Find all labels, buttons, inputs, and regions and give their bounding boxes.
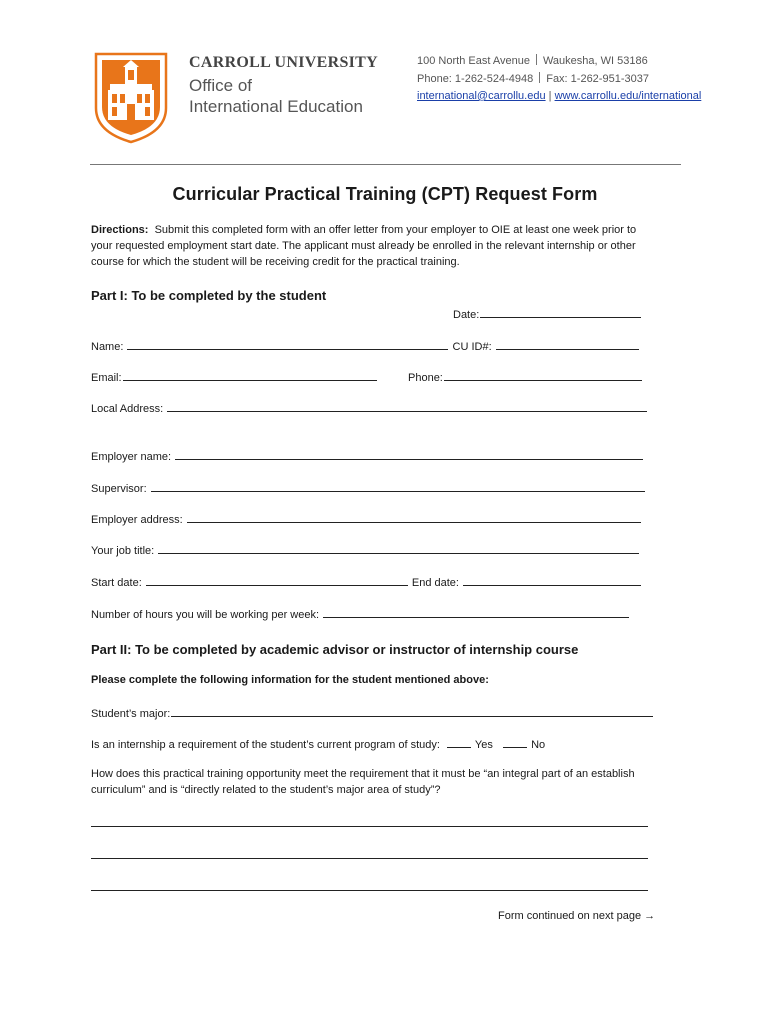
address-city: Waukesha, WI 53186 [542, 55, 648, 67]
major-label: Student’s major: [91, 708, 171, 720]
end-date-label: End date: [411, 577, 459, 589]
requirement-row [91, 736, 545, 752]
part2-heading: Part II: To be completed by academic advisor or instructor of internship course [91, 642, 579, 657]
hours-field[interactable] [323, 606, 629, 618]
university-seal-icon [92, 50, 170, 144]
email-label: Email: [91, 372, 122, 384]
contact-phone [417, 71, 649, 88]
university-name: CARROLL UNIVERSITY [189, 54, 378, 71]
employer-address-row [91, 511, 642, 527]
employer-address-field[interactable] [187, 511, 641, 523]
email-row [91, 369, 378, 385]
employer-name-label: Employer name: [91, 451, 172, 463]
part1-heading: Part I: To be completed by the student [91, 288, 327, 303]
major-field[interactable] [171, 705, 653, 717]
local-address-label: Local Address: [91, 403, 164, 415]
end-date-field[interactable] [463, 574, 641, 586]
answer-line-2[interactable] [91, 858, 648, 859]
supervisor-field[interactable] [151, 480, 645, 492]
hours-label: Number of hours you will be working per week: [91, 609, 320, 621]
hours-row [91, 606, 630, 622]
contact-address [417, 53, 648, 70]
part2-instruction: Please complete the following information for the student mentioned above: [91, 674, 489, 686]
start-date-label: Start date: [91, 577, 142, 589]
no-field[interactable] [503, 736, 527, 748]
continued-text: Form continued on next page [498, 910, 642, 922]
header-divider [90, 164, 681, 165]
phone-label: Phone: [408, 372, 443, 384]
name-label: Name: [91, 341, 124, 353]
continued-note [498, 909, 655, 923]
employer-name-row [91, 448, 644, 464]
fax-number: Fax: 1-262-951-3037 [546, 73, 649, 85]
phone-number: Phone: 1-262-524-4948 [417, 73, 534, 85]
dates-row [91, 574, 642, 590]
arrow-right-icon: → [644, 910, 656, 922]
local-address-row [91, 400, 648, 416]
major-row [91, 705, 654, 721]
email-field[interactable] [123, 369, 377, 381]
answer-line-3[interactable] [91, 890, 648, 891]
cu-id-field[interactable] [496, 338, 639, 350]
address-street: 100 North East Avenue [417, 55, 530, 67]
phone-field[interactable] [444, 369, 642, 381]
directions-label: Directions: [91, 224, 149, 236]
directions-text-1: Submit this completed form with an offer letter from your employer to OIE at least one week prior to [154, 224, 637, 236]
integral-question-line1: How does this practical training opportunity meet the requirement that it must be “an integral part of an establish [91, 768, 635, 780]
office-name-line1: Office of [189, 76, 252, 95]
name-row [91, 338, 640, 354]
yes-field[interactable] [447, 736, 471, 748]
directions-line2: your requested employment start date. The applicant must already be enrolled in the relevant internship or other [91, 240, 636, 252]
requirement-question: Is an internship a requirement of the student’s current program of study: [91, 739, 440, 751]
link-separator: | [548, 90, 552, 102]
divider [539, 72, 540, 83]
date-row [453, 306, 642, 322]
directions-line1 [91, 223, 636, 237]
university-logo [92, 50, 170, 144]
job-title-label: Your job title: [91, 545, 155, 557]
cu-id-label: CU ID#: [452, 341, 492, 353]
start-date-field[interactable] [146, 574, 408, 586]
local-address-field[interactable] [167, 400, 647, 412]
contact-links [417, 88, 701, 105]
job-title-row [91, 542, 640, 558]
phone-row [408, 369, 643, 385]
answer-line-1[interactable] [91, 826, 648, 827]
name-field[interactable] [127, 338, 448, 350]
supervisor-row [91, 480, 646, 496]
form-title: Curricular Practical Training (CPT) Request Form [172, 184, 598, 204]
date-label: Date: [453, 309, 480, 321]
job-title-field[interactable] [158, 542, 639, 554]
yes-label: Yes [474, 739, 493, 751]
divider [536, 54, 537, 65]
integral-question-line2: curriculum” and is “directly related to the student’s major area of study”? [91, 784, 441, 796]
email-link[interactable]: international@carrollu.edu [417, 90, 546, 102]
no-label: No [531, 739, 546, 751]
supervisor-label: Supervisor: [91, 483, 147, 495]
employer-address-label: Employer address: [91, 514, 183, 526]
office-name-line2: International Education [189, 97, 363, 116]
date-field[interactable] [480, 306, 641, 318]
website-link[interactable]: www.carrollu.edu/international [554, 90, 702, 102]
directions-line3: course for which the student will be receiving credit for the practical training. [91, 256, 460, 268]
employer-name-field[interactable] [175, 448, 643, 460]
